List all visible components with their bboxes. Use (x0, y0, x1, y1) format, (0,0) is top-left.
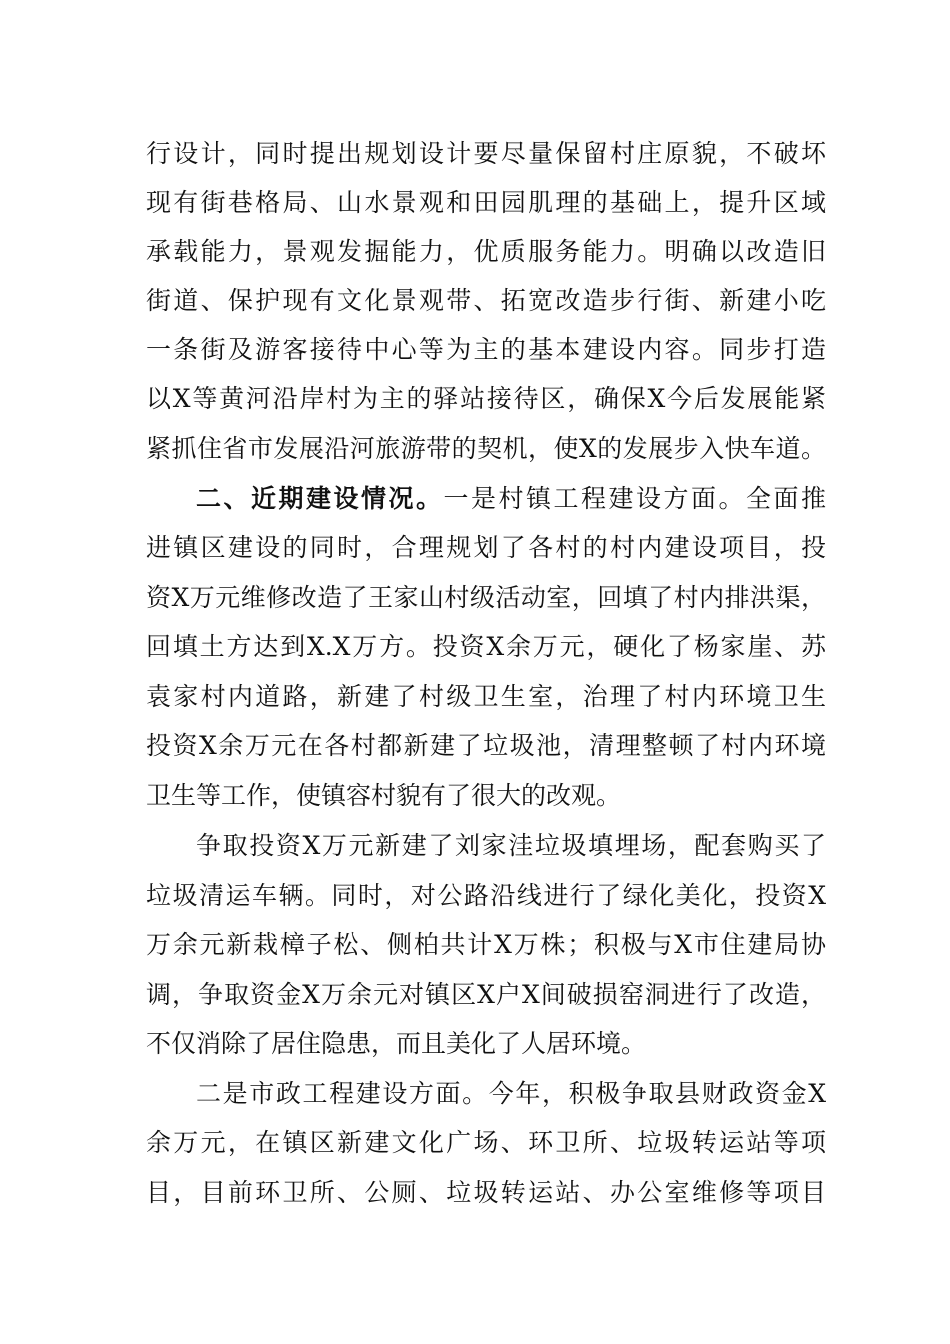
text-line: 紧抓住省市发展沿河旅游带的契机，使X的发展步入快车道。 (146, 434, 826, 463)
text-line: 行设计，同时提出规划设计要尽量保留村庄原貌，不破坏 (146, 139, 826, 168)
text-line: 现有街巷格局、山水景观和田园肌理的基础上，提升区域 (146, 188, 826, 217)
text-line: 以X等黄河沿岸村为主的驿站接待区，确保X今后发展能紧 (146, 384, 826, 413)
text-line: 承载能力，景观发掘能力，优质服务能力。明确以改造旧 (146, 237, 826, 266)
text-line: 目，目前环卫所、公厕、垃圾转运站、办公室维修等项目 (146, 1178, 826, 1207)
text-line: 垃圾清运车辆。同时，对公路沿线进行了绿化美化，投资X (146, 881, 826, 910)
text-line: 资X万元维修改造了王家山村级活动室，回填了村内排洪渠， (146, 583, 826, 612)
text-line: 不仅消除了居住隐患，而且美化了人居环境。 (146, 1029, 647, 1058)
text-line: 卫生等工作，使镇容村貌有了很大的改观。 (146, 781, 622, 810)
section-heading-line (196, 479, 826, 519)
text-line: 袁家村内道路，新建了村级卫生室，治理了村内环境卫生 (146, 682, 826, 711)
text-line: 万余元新栽樟子松、侧柏共计X万株；积极与X市住建局协 (146, 930, 826, 959)
paragraph-first-line: 二是市政工程建设方面。今年，积极争取县财政资金X (196, 1079, 826, 1108)
section-heading-continuation: 一是村镇工程建设方面。全面推 (443, 484, 826, 513)
section-heading: 二、近期建设情况。 (196, 484, 444, 513)
text-line: 投资X余万元在各村都新建了垃圾池，清理整顿了村内环境 (146, 731, 826, 760)
text-line: 余万元，在镇区新建文化广场、环卫所、垃圾转运站等项 (146, 1128, 826, 1157)
text-line: 回填土方达到X.X万方。投资X余万元，硬化了杨家崖、苏 (146, 632, 826, 661)
text-line: 一条街及游客接待中心等为主的基本建设内容。同步打造 (146, 335, 826, 364)
text-line: 进镇区建设的同时，合理规划了各村的村内建设项目，投 (146, 533, 826, 562)
text-line: 街道、保护现有文化景观带、拓宽改造步行街、新建小吃 (146, 286, 826, 315)
text-line: 调，争取资金X万余元对镇区X户X间破损窑洞进行了改造， (146, 980, 826, 1009)
paragraph-first-line: 争取投资X万元新建了刘家洼垃圾填埋场，配套购买了 (196, 831, 826, 860)
